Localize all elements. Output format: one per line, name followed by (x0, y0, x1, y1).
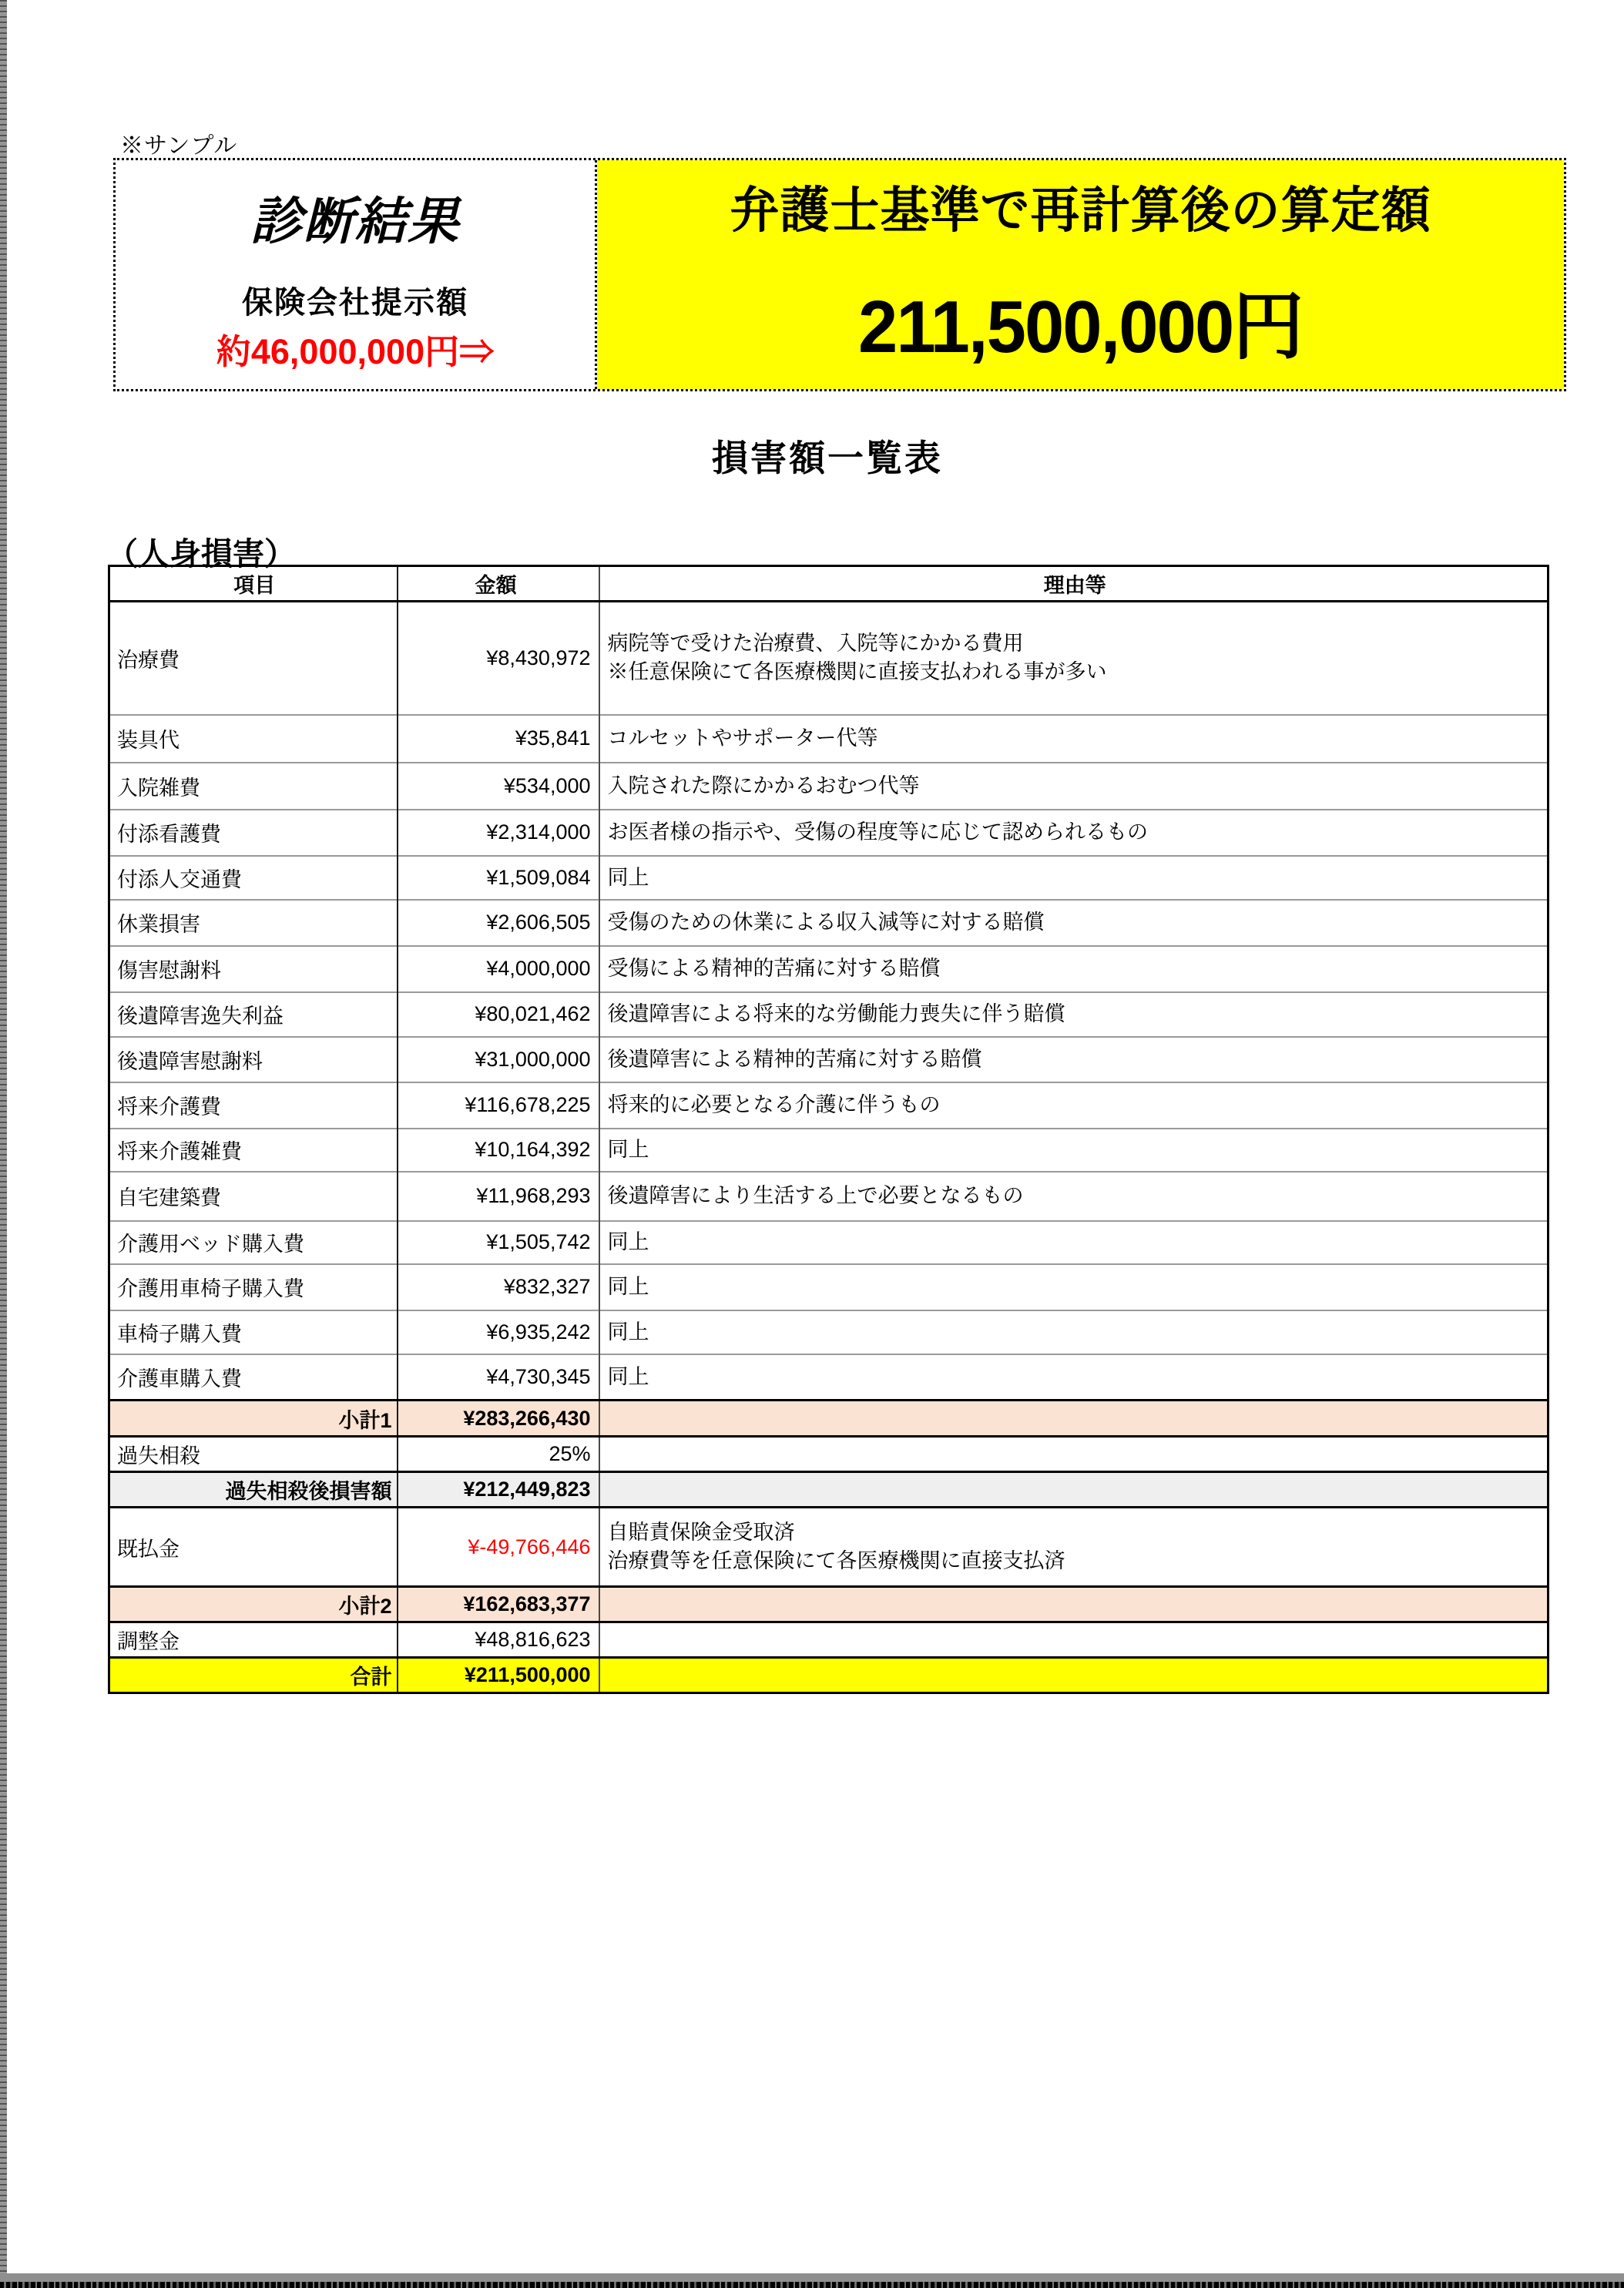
sample-watermark-label: ※サンプル (120, 133, 238, 159)
cell-reason: 病院等で受けた治療費、入院等にかかる費用 ※任意保険にて各医療機関に直接支払われる事が多い (599, 602, 1549, 715)
cell-amount: ¥211,500,000 (398, 1658, 599, 1693)
cell-reason: 入院された際にかかるおむつ代等 (599, 763, 1549, 810)
cell-item: 休業損害 (109, 900, 398, 946)
scan-edge-bottom (0, 2273, 1624, 2288)
table-row-1 (109, 602, 1549, 715)
cell-item: 調整金 (109, 1622, 398, 1658)
cell-reason: 後遺障害による将来的な労働能力喪失に伴う賠償 (599, 992, 1549, 1037)
cell-reason: コルセットやサポーター代等 (599, 715, 1549, 763)
cell-amount: ¥162,683,377 (398, 1587, 599, 1622)
cell-item: 既払金 (109, 1508, 398, 1587)
cell-amount: ¥10,164,392 (398, 1129, 599, 1172)
cell-reason: 将来的に必要となる介護に伴うもの (599, 1082, 1549, 1129)
cell-amount: ¥2,606,505 (398, 900, 599, 946)
diagnosis-title: 診断結果 (250, 193, 460, 250)
table-row-7 (109, 946, 1549, 992)
cell-reason (599, 1401, 1549, 1437)
cell-item: 介護用ベッド購入費 (109, 1221, 398, 1264)
cell-amount: ¥212,449,823 (398, 1472, 599, 1508)
cell-item: 車椅子購入費 (109, 1310, 398, 1354)
cell-amount: ¥1,509,084 (398, 856, 599, 900)
cell-reason: お医者様の指示や、受傷の程度等に応じて認められるもの (599, 810, 1549, 856)
cell-item: 傷害慰謝料 (109, 946, 398, 992)
lawyer-standard-panel (597, 160, 1564, 389)
table-row-23 (109, 1658, 1549, 1693)
table-row-22 (109, 1622, 1549, 1658)
table-row-11 (109, 1129, 1549, 1172)
cell-reason: 受傷のための休業による収入減等に対する賠償 (599, 900, 1549, 946)
cell-reason: 後遺障害により生活する上で必要となるもの (599, 1172, 1549, 1221)
cell-reason: 同上 (599, 856, 1549, 900)
table-row-20 (109, 1508, 1549, 1587)
table-row-5 (109, 856, 1549, 900)
cell-item: 過失相殺後損害額 (109, 1472, 398, 1508)
table-row-17 (109, 1401, 1549, 1437)
cell-item: 治療費 (109, 602, 398, 715)
cell-item: 小計1 (109, 1401, 398, 1437)
diagnosis-left-panel (116, 160, 597, 389)
cell-item: 自宅建築費 (109, 1172, 398, 1221)
cell-amount: ¥11,968,293 (398, 1172, 599, 1221)
cell-reason: 同上 (599, 1354, 1549, 1401)
cell-reason (599, 1472, 1549, 1508)
table-row-8 (109, 992, 1549, 1037)
table-row-18 (109, 1437, 1549, 1472)
column-header-reason: 理由等 (599, 566, 1549, 602)
table-row-3 (109, 763, 1549, 810)
insurer-offer-label: 保険会社提示額 (241, 286, 468, 320)
table-row-16 (109, 1354, 1549, 1401)
cell-amount: ¥31,000,000 (398, 1037, 599, 1082)
table-row-9 (109, 1037, 1549, 1082)
cell-item: 介護車購入費 (109, 1354, 398, 1401)
cell-amount: ¥35,841 (398, 715, 599, 763)
insurer-offer-block (216, 278, 494, 374)
cell-item: 介護用車椅子購入費 (109, 1264, 398, 1310)
table-row-15 (109, 1310, 1549, 1354)
cell-reason: 同上 (599, 1264, 1549, 1310)
cell-reason (599, 1622, 1549, 1658)
cell-item: 過失相殺 (109, 1437, 398, 1472)
cell-amount: ¥48,816,623 (398, 1622, 599, 1658)
cell-item: 小計2 (109, 1587, 398, 1622)
lawyer-standard-title: 弁護士基準で再計算後の算定額 (730, 183, 1431, 238)
cell-reason: 同上 (599, 1129, 1549, 1172)
cell-item: 付添看護費 (109, 810, 398, 856)
cell-item: 入院雑費 (109, 763, 398, 810)
cell-item: 装具代 (109, 715, 398, 763)
cell-amount: ¥534,000 (398, 763, 599, 810)
cell-amount: ¥80,021,462 (398, 992, 599, 1037)
cell-reason: 同上 (599, 1221, 1549, 1264)
diagnosis-header-box (113, 158, 1566, 391)
damage-table (108, 565, 1549, 1694)
section-title-personal-injury: （人身損害） (106, 536, 296, 572)
cell-amount: 25% (398, 1437, 599, 1472)
cell-amount: ¥832,327 (398, 1264, 599, 1310)
cell-reason: 受傷による精神的苦痛に対する賠償 (599, 946, 1549, 992)
cell-item: 後遺障害慰謝料 (109, 1037, 398, 1082)
table-row-12 (109, 1172, 1549, 1221)
cell-amount: ¥283,266,430 (398, 1401, 599, 1437)
cell-reason (599, 1587, 1549, 1622)
cell-amount: ¥1,505,742 (398, 1221, 599, 1264)
cell-reason: 自賠責保険金受取済 治療費等を任意保険にて各医療機関に直接支払済 (599, 1508, 1549, 1587)
cell-reason (599, 1658, 1549, 1693)
scan-edge-left (0, 0, 7, 2288)
column-header-amount: 金額 (398, 566, 599, 602)
cell-reason: 後遺障害による精神的苦痛に対する賠償 (599, 1037, 1549, 1082)
damage-list-title: 損害額一覧表 (712, 438, 943, 478)
cell-item: 将来介護費 (109, 1082, 398, 1129)
cell-amount: ¥2,314,000 (398, 810, 599, 856)
cell-reason: 同上 (599, 1310, 1549, 1354)
cell-reason (599, 1437, 1549, 1472)
cell-item: 付添人交通費 (109, 856, 398, 900)
table-row-10 (109, 1082, 1549, 1129)
table-header-row (109, 566, 1549, 602)
table-row-14 (109, 1264, 1549, 1310)
lawyer-standard-amount: 211,500,000円 (858, 286, 1303, 368)
cell-amount: ¥116,678,225 (398, 1082, 599, 1129)
cell-amount: ¥4,730,345 (398, 1354, 599, 1401)
table-row-6 (109, 900, 1549, 946)
table-row-21 (109, 1587, 1549, 1622)
cell-item: 合計 (109, 1658, 398, 1693)
cell-amount: ¥4,000,000 (398, 946, 599, 992)
cell-item: 後遺障害逸失利益 (109, 992, 398, 1037)
table-row-4 (109, 810, 1549, 856)
cell-amount: ¥-49,766,446 (398, 1508, 599, 1587)
insurer-offer-amount: 約46,000,000円⇒ (216, 332, 495, 371)
cell-item: 将来介護雑費 (109, 1129, 398, 1172)
table-row-13 (109, 1221, 1549, 1264)
cell-amount: ¥8,430,972 (398, 602, 599, 715)
cell-amount: ¥6,935,242 (398, 1310, 599, 1354)
table-row-2 (109, 715, 1549, 763)
column-header-item: 項目 (109, 566, 398, 602)
table-row-19 (109, 1472, 1549, 1508)
